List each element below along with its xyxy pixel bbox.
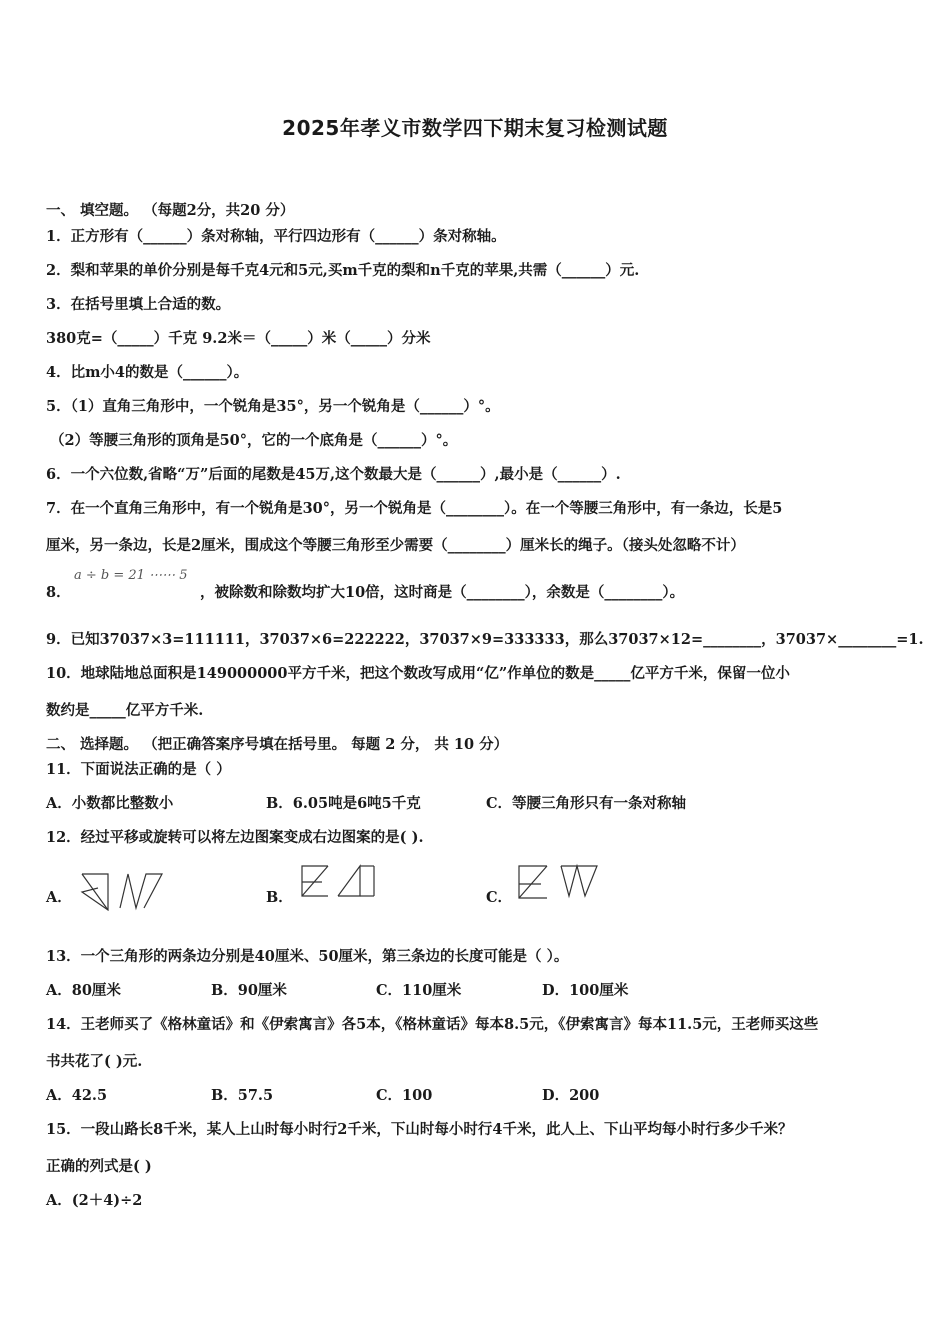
- q13-option-a: A．80厘米: [46, 982, 121, 999]
- question-6: 6．一个六位数,省略“万”后面的尾数是45万,这个数最大是（______）,最小是（______）.: [46, 466, 621, 483]
- question-2: 2．梨和苹果的单价分别是每千克4元和5元,买m千克的梨和n千克的苹果,共需（______）元.: [46, 262, 640, 279]
- question-5-part-1: 5．（1）直角三角形中，一个锐角是35°，另一个锐角是（______）°。: [46, 398, 500, 415]
- q11-option-c: C．等腰三角形只有一条对称轴: [486, 795, 687, 812]
- question-10-line-1: 10．地球陆地总面积是149000000平方千米，把这个数改写成用“亿”作单位的数是_____亿平方千米，保留一位小: [46, 665, 790, 682]
- question-5-part-2: （2）等腰三角形的顶角是50°，它的一个底角是（______）°。: [50, 432, 458, 449]
- question-13: 13．一个三角形的两条边分别是40厘米、50厘米，第三条边的长度可能是（ ）。: [46, 948, 569, 965]
- q15-option-a: A．(2＋4)÷2: [46, 1192, 143, 1209]
- question-7-line-2: 厘米，另一条边，长是2厘米，围成这个等腰三角形至少需要（________）厘米长的绳子。（接头处忽略不计）: [46, 537, 745, 554]
- question-8-number: 8．: [46, 584, 71, 601]
- q14-option-a: A．42.5: [46, 1087, 108, 1104]
- question-12: 12．经过平移或旋转可以将左边图案变成右边图案的是( ).: [46, 829, 424, 846]
- question-3: 3．在括号里填上合适的数。: [46, 296, 231, 313]
- q12-figure-b: [298, 862, 378, 900]
- q11-option-b: B．6.05吨是6吨5千克: [266, 795, 421, 812]
- question-8-text: ，被除数和除数均扩大10倍，这时商是（________），余数是（________）。: [200, 584, 685, 601]
- question-9: 9．已知37037×3=111111，37037×6=222222，37037×9=333333，那么37037×12=________，37037×________=1.: [46, 631, 924, 648]
- q13-option-b: B．90厘米: [211, 982, 287, 999]
- question-8-formula: a ÷ b = 21 ⋯⋯ 5: [74, 568, 188, 583]
- page-title: 2025年孝义市数学四下期末复习检测试题: [282, 116, 668, 140]
- q12-option-a: A．: [46, 889, 72, 906]
- q12-option-c: C．: [486, 889, 513, 906]
- q13-option-d: D．100厘米: [542, 982, 629, 999]
- q14-option-c: C．100: [376, 1087, 433, 1104]
- q12-figure-c: [515, 862, 601, 902]
- question-14-line-2: 书共花了( )元.: [46, 1053, 143, 1070]
- question-4: 4．比m小4的数是（______）。: [46, 364, 249, 381]
- q12-option-b: B．: [266, 889, 293, 906]
- question-10-line-2: 数约是_____亿平方千米.: [46, 702, 204, 719]
- q13-option-c: C．110厘米: [376, 982, 462, 999]
- q14-option-d: D．200: [542, 1087, 600, 1104]
- question-1: 1．正方形有（______）条对称轴，平行四边形有（______）条对称轴。: [46, 228, 506, 245]
- section-2-heading: 二、 选择题。 （把正确答案序号填在括号里。 每题 2 分， 共 10 分）: [46, 736, 509, 753]
- q11-option-a: A．小数都比整数小: [46, 795, 174, 812]
- question-7-line-1: 7．在一个直角三角形中，有一个锐角是30°，另一个锐角是（________）。在一个等腰三角形中，有一条边，长是5: [46, 500, 783, 517]
- section-1-heading: 一、 填空题。 （每题2分，共20 分）: [46, 202, 295, 219]
- question-3-blanks: 380克=（_____）千克 9.2米＝（_____）米（_____）分米: [46, 330, 431, 347]
- q14-option-b: B．57.5: [211, 1087, 274, 1104]
- q12-figure-a: [78, 870, 164, 912]
- question-11: 11．下面说法正确的是（ ）: [46, 761, 231, 778]
- question-14-line-1: 14．王老师买了《格林童话》和《伊索寓言》各5本，《格林童话》每本8.5元，《伊索寓言》每本11.5元，王老师买这些: [46, 1016, 819, 1033]
- question-15-line-2: 正确的列式是( ): [46, 1158, 152, 1175]
- question-15-line-1: 15．一段山路长8千米，某人上山时每小时行2千米，下山时每小时行4千米，此人上、下山平均每小时行多少千米？: [46, 1121, 793, 1138]
